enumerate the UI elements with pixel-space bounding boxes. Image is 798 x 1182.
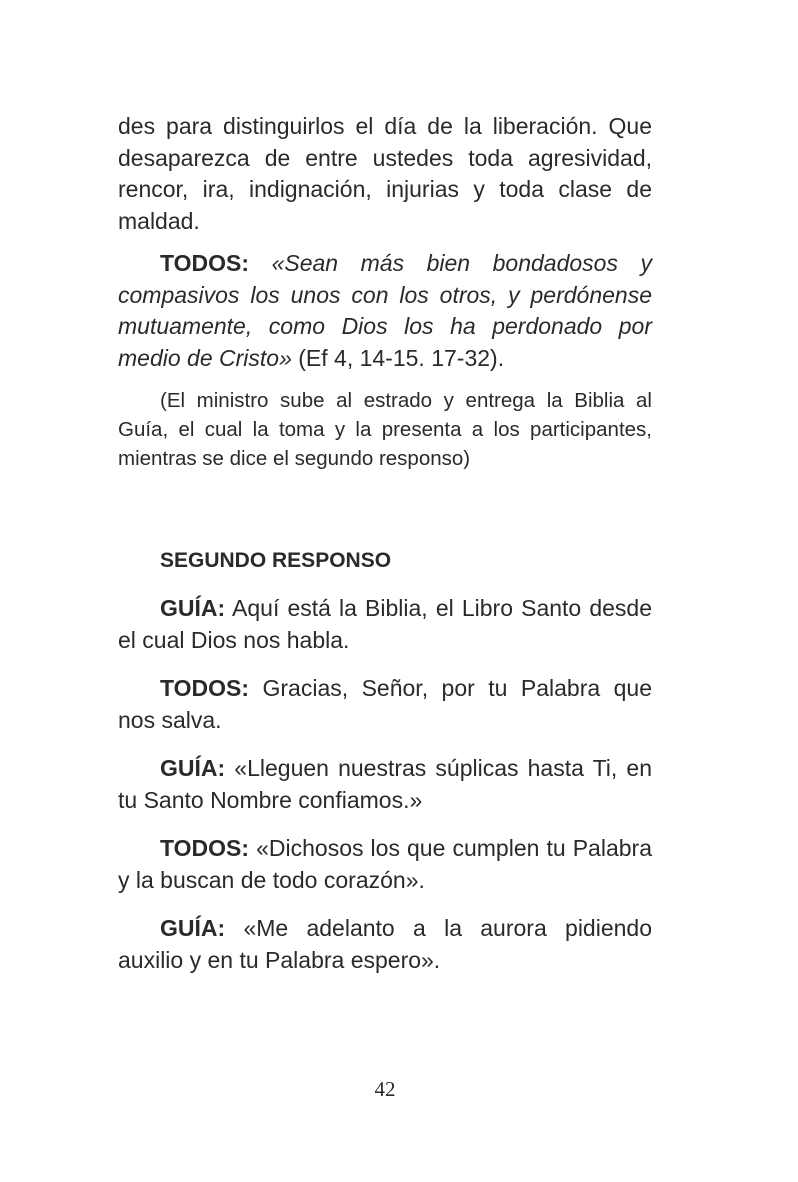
paragraph-liberacion: des para distinguirlos el día de la liberación. Que desaparezca de entre ustedes toda agresividad, rencor, ira, indignación, injurias y toda clase de maldad. [118,113,652,234]
speaker-label: TODOS: [160,835,250,861]
response-item [118,673,652,736]
speaker-label: TODOS: [160,675,250,701]
response-text: «Lleguen nuestras súplicas hasta Ti, en tu Santo Nombre confiamos.» [118,755,652,813]
speaker-label: GUÍA: [160,755,226,781]
response-text: Aquí está la Biblia, el Libro Santo desde el cual Dios nos habla. [118,595,652,653]
rubric-instruction: (El ministro sube al estrado y entrega la Biblia al Guía, el cual la toma y la presenta a los participantes, mientras se dice el segundo responso) [118,389,652,470]
page-number: 42 [374,1077,396,1101]
section-heading: SEGUNDO RESPONSO [160,549,392,572]
speaker-label: GUÍA: [160,595,226,621]
speaker-label: TODOS: [160,250,250,276]
speaker-label: GUÍA: [160,915,226,941]
scripture-reference: (Ef 4, 14-15. 17-32). [291,344,505,371]
response-text: «Dichosos los que cumplen tu Palabra y la buscan de todo corazón». [118,835,652,893]
response-text: «Me adelanto a la aurora pidiendo auxilio y en tu Palabra espero». [118,915,652,973]
response-item [118,593,652,656]
page-body [118,111,652,976]
response-item [118,833,652,896]
paragraph-todos-compasivos [118,248,652,374]
quote-text: «Sean más bien bondadosos y compasivos los unos con los otros, y perdónense mutuamente, como Dios los ha perdonado por medio de Cristo» [118,250,653,371]
response-text: Gracias, Señor, por tu Palabra que nos salva. [118,675,652,733]
response-item [118,753,652,816]
response-item [118,913,652,976]
